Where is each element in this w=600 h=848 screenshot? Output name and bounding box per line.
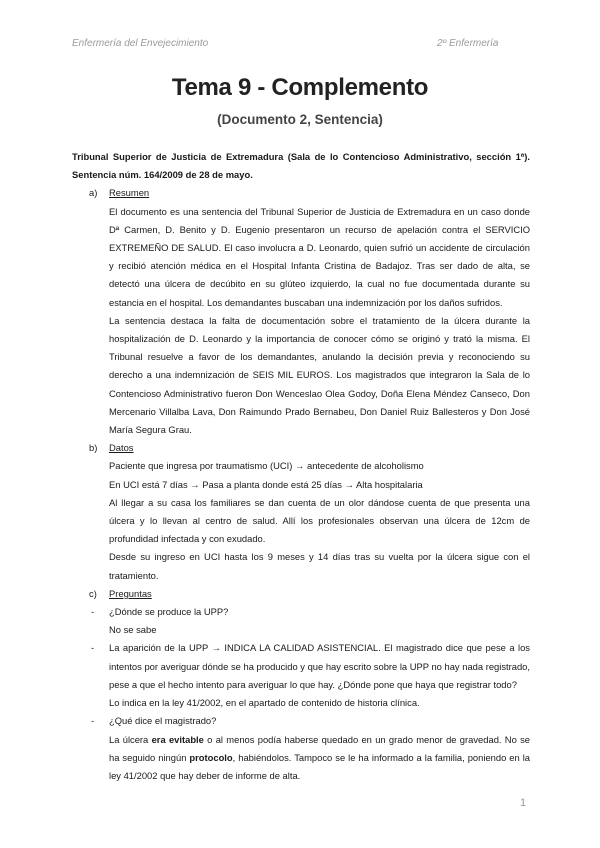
emphasis-text: protocolo (189, 751, 233, 763)
section-marker: a) (89, 187, 98, 199)
section-resumen (72, 184, 530, 439)
document-body (72, 148, 530, 785)
court-reference: Tribunal Superior de Justicia de Extremadura (Sala de lo Contencioso Administrativo, sección 1ª). Sentencia núm. 164/2009 de 28 de mayo. (72, 151, 530, 181)
answer-text: o al menos podía haberse quedado en un grado menor de gravedad. No se ha seguido ningún (109, 733, 530, 763)
paragraph: El documento es una sentencia del Tribunal Superior de Justicia de Extremadura en un caso donde Dª Carmen, D. Benito y D. Eugenio presentaron un recurso de apelación contra el SERVICIO EXTREMEÑO DE SALUD. El caso involucra a D. Leonardo, quien sufrió un accidente de circulación y recibió atención médica en el Hospital Infanta Cristina de Badajoz. Tras ser dado de alta, se detectó una úlcera de decúbito en su glúteo izquierdo, la cual no fue documentada durante su estancia en el hospital. Los demandantes buscaban una indemnización por los daños sufridos. (109, 205, 530, 308)
section-marker: b) (89, 442, 98, 454)
paragraph: La sentencia destaca la falta de documentación sobre el tratamiento de la úlcera durante la hospitalización de D. Leonardo y la importancia de conocer cómo se originó y trató la misma. El Tribunal resuelve a favor de los demandantes, anulando la decisión previa y reconociendo su derecho a una indemnización de SEIS MIL EUROS. Los magistrados que integraron la Sala de lo Contencioso Administrativo fueron Don Wenceslao Olea Godoy, Doña Elena Méndez Canseco, Don Mercenario Villalba Lava, Don Raimundo Prado Bernabeu, Don Daniel Ruiz Ballesteros y Don José María Segura Grau. (109, 314, 530, 436)
answer (109, 731, 530, 786)
answer-text: , habiéndolos. Tampoco se le ha informado a la familia, poniendo en la ley 41/2002 que hay deber de informe de alta. (109, 751, 531, 781)
page-subtitle: (Documento 2, Sentencia) (217, 112, 383, 127)
page-title: Tema 9 - Complemento (171, 74, 429, 101)
list-item (72, 639, 530, 712)
paragraph: Desde su ingreso en UCI hasta los 9 meses y 14 días tras su vuelta por la úlcera sigue con el tratamiento. (109, 551, 530, 581)
answer: Lo indica en la ley 41/2002, en el apartado de contenido de historia clínica. (109, 697, 420, 709)
section-title: Datos (109, 442, 134, 454)
section-datos (72, 439, 530, 585)
answer: No se sabe (109, 624, 157, 636)
section-title: Preguntas (109, 587, 152, 599)
page-number: 1 (520, 797, 527, 809)
list-item (72, 712, 530, 785)
question: La aparición de la UPP → INDICA LA CALIDAD ASISTENCIAL. El magistrado dice que pese a los intentos por averiguar dónde se ha producido y que hay escrito sobre la UPP no hay nada registrado, pese a que el hecho intento para averiguar lo que hay. ¿Dónde pone que haya que registrar todo? (109, 642, 530, 690)
answer-text: La úlcera (109, 733, 152, 745)
dash-bullet: - (91, 606, 95, 618)
section-preguntas (72, 585, 530, 603)
dash-bullet: - (91, 642, 95, 654)
header-subject: Enfermería del Envejecimiento (72, 38, 209, 49)
paragraph: Paciente que ingresa por traumatismo (UCI) → antecedente de alcoholismo (109, 460, 424, 472)
paragraph: En UCI está 7 días → Pasa a planta donde está 25 días → Alta hospitalaria (109, 478, 423, 490)
header-course: 2º Enfermería (437, 38, 499, 49)
dash-bullet: - (91, 715, 95, 727)
paragraph: Al llegar a su casa los familiares se dan cuenta de un olor dándose cuenta de que presenta una úlcera y lo llevan al centro de salud. Allí los profesionales observan una úlcera de 12cm de profundidad infectada y con exudado. (109, 496, 530, 545)
question: ¿Qué dice el magistrado? (109, 715, 217, 727)
question: ¿Dónde se produce la UPP? (109, 606, 229, 618)
section-title: Resumen (109, 187, 150, 199)
list-item (72, 603, 530, 639)
section-marker: c) (89, 587, 97, 599)
emphasis-text: era evitable (151, 733, 204, 745)
